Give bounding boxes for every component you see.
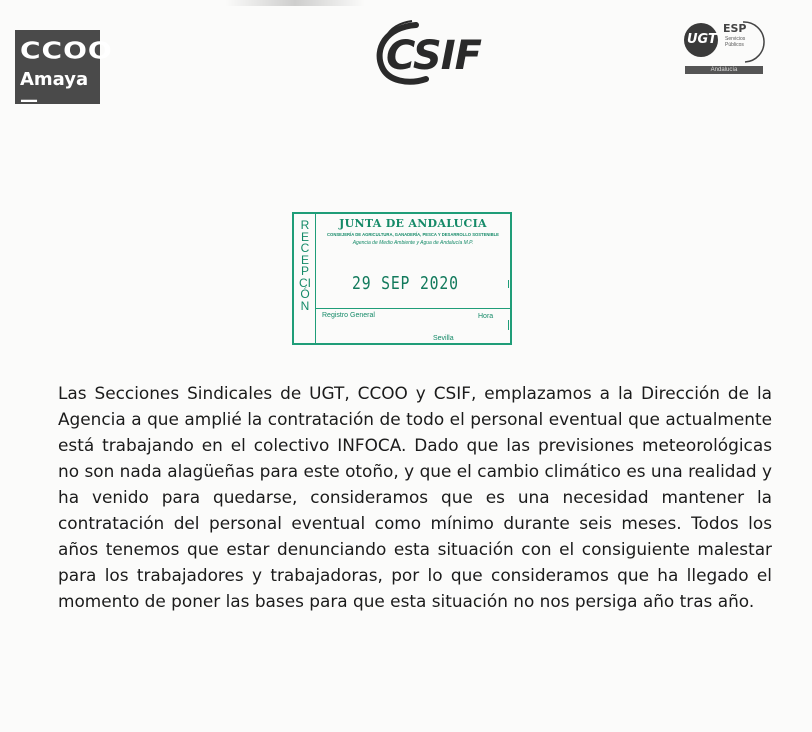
stamp-title: JUNTA DE ANDALUCIA (339, 217, 487, 230)
paragraph-line: contratación del personal eventual como mínimo durante seis meses. Todos los (58, 513, 772, 533)
csif-logo (368, 15, 481, 90)
stamp-hora: Hora (478, 313, 494, 320)
paragraph-line: para los trabajadores y trabajadoras, por lo que consideramos que ha llegado el (58, 565, 772, 585)
paragraph-line: Las Secciones Sindicales de UGT, CCOO y CSIF, emplazamos a la Dirección de la (58, 383, 772, 403)
ugt-region-bar: Andalucía (685, 66, 763, 74)
ugt-logo (683, 18, 768, 78)
stamp-date: 29 SEP 2020 (352, 273, 459, 294)
paragraph-line: no son nada alagüeñas para este otoño, y que el cambio climático es una realidad y (58, 461, 772, 481)
body-paragraph (58, 380, 772, 614)
stamp-edge-mark (508, 320, 510, 330)
ccoo-logo (15, 30, 113, 111)
stamp-reception-label: RECEPCIÓN (299, 218, 311, 313)
ccoo-logo-subtext: Amaya — (20, 69, 89, 111)
ccoo-logo-text: CCOO (20, 37, 113, 65)
paragraph-line: momento de poner las bases para que esta situación no nos persiga año tras año. (58, 591, 755, 611)
ugt-logo-text: UGT (687, 32, 717, 47)
reception-stamp (292, 212, 512, 345)
stamp-horizontal-divider (315, 308, 510, 309)
paragraph-line: Agencia a que amplié la contratación de todo el personal eventual que actualmente (58, 409, 772, 429)
paragraph-line: ha venido para quedarse, consideramos que es una necesidad mantener la (58, 487, 772, 507)
ugt-esp-text: ESP (723, 22, 747, 35)
stamp-city: Sevilla (433, 335, 454, 342)
stamp-consejeria: CONSEJERÍA DE AGRICULTURA, GANADERÍA, PESCA Y DESARROLLO SOSTENIBLE (327, 232, 499, 237)
ugt-esp-subtext: Servicios Públicos (725, 36, 746, 48)
csif-logo-text: CSIF (386, 33, 481, 79)
stamp-agencia: Agencia de Medio Ambiente y Agua de Andalucía M.P. (352, 240, 474, 246)
stamp-edge-mark (508, 280, 510, 288)
paragraph-line: está trabajando en el colectivo INFOCA. Dado que las previsiones meteorológicas (58, 435, 772, 455)
stamp-registro: Registro General (322, 312, 375, 319)
scan-smudge (225, 0, 365, 6)
paragraph-line: años tenemos que estar denunciando esta situación con el consiguiente malestar (58, 539, 772, 559)
